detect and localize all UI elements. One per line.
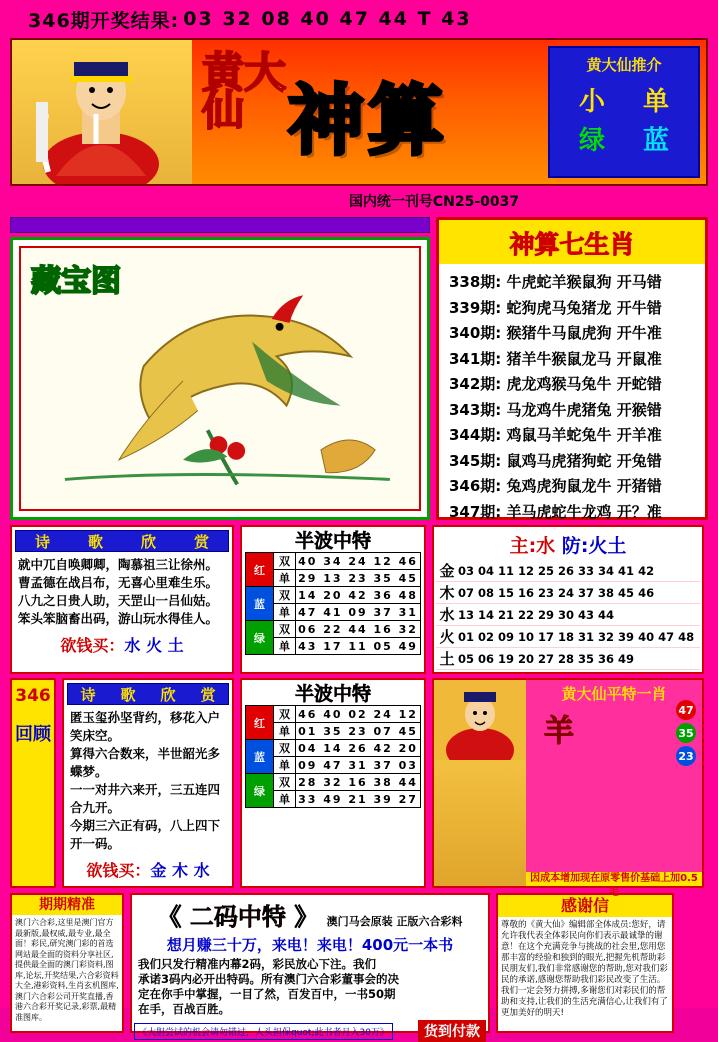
banner-title-left: 黄大仙 [202, 48, 287, 135]
recommend-cell: 单 [642, 87, 669, 117]
banner-title-area [192, 40, 542, 184]
element-numbers: 03 04 11 12 25 26 33 34 41 42 [458, 560, 700, 582]
half-wave-table-2 [245, 705, 421, 808]
review-issue-number: 346 [15, 686, 51, 706]
poem-line: 今期三六正有码，八上四下开一码。 [70, 818, 221, 851]
advert-line: 在手，百战百胜。 [138, 1002, 230, 1016]
row-tag: 蓝 [246, 740, 274, 774]
element-title-sub: 防:火土 [561, 535, 627, 557]
ping-te-title: 黄大仙平特一肖 [561, 685, 667, 703]
poem-line: 一一对井六来开，三五连四合九开。 [70, 782, 221, 815]
advert-line: 我们只发行精准内幕2码，彩民放心下注。我们 [138, 957, 376, 971]
advert-line: 承诺3码内必开出特码。所有澳门六合彩董事会的决 [138, 972, 399, 986]
table-row [246, 740, 421, 757]
row-tag: 红 [246, 553, 274, 587]
advert-panel [130, 893, 490, 1040]
poem-header-char: 欣 [140, 532, 156, 551]
list-item: 338期: 牛虎蛇羊猴鼠狗 开马错 [449, 273, 662, 291]
thanks-letter-body: 尊敬的《黄大仙》编辑部全体成员:您好，请允许我代表全体彩民向你们表示最诚挚的谢意！在这个充满竞争与挑战的社会里,您用您那丰富的经验和独到的眼光,把握先机帮助彩民朋友们,我们非常感谢您的帮助,您对我们彩民的承诺,感谢您帮助我们彩民改变了生活。我们一定会努力拼搏,多谢您们对彩民们的帮助和支持,让我们的生活充满信心,让我们有了更加美好的明天! [501, 920, 668, 1018]
bottom-section [10, 893, 708, 1040]
list-item: 343期: 马龙鸡牛虎猪兔 开猴错 [449, 400, 662, 419]
row-subtag: 双 [274, 740, 296, 757]
half-wave-title-2: 半波中特 [294, 683, 371, 705]
poem-footer-2 [67, 855, 229, 883]
accuracy-panel [10, 893, 124, 1033]
element-numbers: 07 08 15 16 23 24 37 38 45 46 [458, 582, 700, 604]
poem-line: 笨头笨脑畜出码，游山玩水得佳人。 [18, 611, 219, 626]
row-subtag: 双 [274, 774, 296, 791]
row-subtag: 双 [274, 706, 296, 723]
table-row [246, 774, 421, 791]
advert-line: 定在你手中掌握，一目了然，百发百中，一书50期 [138, 987, 396, 1001]
poem-line: 曹孟德在战吕布，无喜心里难生乐。 [18, 575, 219, 590]
list-item: 341期: 猪羊牛猴鼠龙马 开鼠准 [449, 349, 662, 368]
masthead-banner [10, 38, 708, 186]
element-numbers: 13 14 21 22 29 30 43 44 [458, 604, 700, 626]
recommend-cell: 小 [578, 87, 605, 117]
row-subtag: 单 [274, 791, 296, 808]
poem-footer-1 [15, 630, 229, 658]
poem-panel-2 [62, 678, 234, 888]
row-numbers: 43 17 11 05 49 [296, 638, 421, 655]
poem-header-char: 歌 [120, 685, 136, 704]
ping-deity-image [434, 680, 526, 886]
element-numbers: 01 02 09 10 17 18 31 32 39 40 47 48 [458, 626, 700, 648]
poem-footer-value: 金 木 水 [150, 861, 210, 880]
price-note: 因成本增加现在原零售价基础上加0.5毛 [526, 872, 702, 886]
deity-illustration [12, 40, 192, 184]
seven-zodiac-title: 神算七生肖 [439, 220, 705, 264]
recommend-cell: 绿 [578, 126, 605, 156]
deity-small-icon [434, 680, 526, 760]
row-numbers: 06 22 44 16 32 [296, 621, 421, 638]
element-label: 土 [436, 648, 458, 670]
row-tag: 蓝 [246, 587, 274, 621]
row-numbers: 01 35 23 07 45 [296, 723, 421, 740]
element-table [436, 560, 700, 670]
row-poem-one [10, 525, 708, 674]
deity-icon [26, 44, 176, 184]
half-wave-panel-2 [240, 678, 426, 888]
accuracy-title: 期期精准 [12, 895, 122, 915]
recommend-cell: 蓝 [642, 126, 669, 156]
number-ball: 47 [676, 700, 696, 720]
poem-footer-value: 水 火 土 [124, 636, 184, 655]
recommend-title: 黄大仙推介 [586, 56, 662, 74]
poem-line: 就中兀自唤卿卿，陶慕祖三让徐州。 [18, 557, 219, 572]
draw-result-line [0, 0, 718, 38]
half-wave-table-1 [245, 552, 421, 655]
row-tag: 绿 [246, 774, 274, 808]
poem-line: 八九之日贵人助，天罡山一吕仙姑。 [18, 593, 219, 608]
row-subtag: 双 [274, 553, 296, 570]
row-subtag: 单 [274, 723, 296, 740]
ping-te-zodiac: 羊 [544, 714, 574, 749]
list-item: 344期: 鸡鼠马羊蛇兔牛 开羊准 [449, 426, 662, 444]
poem-line: 算得六合数来，半世韶光多蝶梦。 [70, 746, 221, 779]
ping-te-panel [432, 678, 704, 898]
table-row [436, 648, 700, 670]
row-subtag: 双 [274, 621, 296, 638]
list-item: 342期: 虎龙鸡猴马兔牛 开蛇错 [449, 375, 662, 393]
accuracy-body: 澳门六合彩,这里是澳门官方最新版,最权威,最专业,最全面！彩民,研究澳门彩的首选网站最全面的资料分享社区,提供最全面的澳门彩资料,图库,论坛,开奖结果,六合彩资料大全,港彩资料,生肖玄机图库,澳门六合彩公司开奖直播,香港六合彩开奖记录,彩票,最精准图库。 [15, 918, 119, 1022]
row-tag: 红 [246, 706, 274, 740]
table-row [246, 621, 421, 638]
row-subtag: 单 [274, 638, 296, 655]
poem-header-char: 欣 [160, 685, 176, 704]
row-subtag: 单 [274, 570, 296, 587]
poem-header-char: 赏 [200, 685, 216, 704]
review-badge [10, 678, 56, 888]
list-item: 346期: 兔鸡虎狗鼠龙牛 开猪错 [449, 477, 662, 495]
table-row [246, 587, 421, 604]
draw-result-numbers: 03 32 08 40 47 44 T 43 [183, 8, 472, 30]
poem-header-char: 赏 [193, 532, 209, 551]
poem-header-2 [67, 683, 229, 705]
treasure-map-image [19, 246, 421, 511]
advert-footer-note: 《大胆尝试的机会请勿错过，人头担保quot;此书者月入30万》 [134, 1023, 393, 1040]
advert-cod-badge: 货到付款 [418, 1020, 486, 1042]
element-label: 金 [436, 560, 458, 582]
table-row [436, 604, 700, 626]
list-item: 340期: 猴猪牛马鼠虎狗 开牛准 [449, 324, 662, 342]
table-row [246, 553, 421, 570]
ping-te-balls [676, 700, 696, 769]
seven-zodiac-column [436, 217, 708, 520]
number-ball: 23 [676, 746, 696, 766]
poem-body-1 [15, 552, 229, 630]
element-numbers-panel [432, 525, 704, 674]
row-numbers: 47 41 09 37 31 [296, 604, 421, 621]
table-row [436, 560, 700, 582]
number-ball: 35 [676, 723, 696, 743]
poem-header-char: 诗 [80, 685, 96, 704]
treasure-map-panel [10, 237, 430, 520]
poem-footer-label: 欲钱买： [60, 636, 125, 655]
row-numbers: 14 20 42 36 48 [296, 587, 421, 604]
advert-title-main: 《 二码中特 》 [157, 902, 319, 931]
thanks-letter-title: 感谢信 [498, 895, 672, 917]
seven-zodiac-list [439, 264, 705, 525]
advert-title-small: 澳门马会原装 正版六合彩料 [326, 915, 463, 928]
element-numbers: 05 06 19 20 27 28 35 36 49 [458, 648, 700, 670]
thanks-letter-panel [496, 893, 674, 1033]
half-wave-title-1: 半波中特 [294, 530, 371, 552]
purple-divider [10, 217, 430, 233]
row-numbers: 09 47 31 37 03 [296, 757, 421, 774]
poem-header-1 [15, 530, 229, 552]
row-numbers: 33 49 21 39 27 [296, 791, 421, 808]
row-tag: 绿 [246, 621, 274, 655]
row-numbers: 29 13 23 35 45 [296, 570, 421, 587]
treasure-column [10, 217, 430, 520]
banner-title-main: 神算 [288, 76, 448, 165]
advert-footer [134, 1020, 486, 1042]
row-numbers: 28 32 16 38 44 [296, 774, 421, 791]
recommend-box [548, 46, 700, 178]
row-numbers: 04 14 26 42 20 [296, 740, 421, 757]
table-row [436, 582, 700, 604]
row-subtag: 双 [274, 587, 296, 604]
poem-line: 匿玉玺孙坚背约，移花入户笑床空。 [70, 710, 221, 743]
list-item: 339期: 蛇狗虎马兔猪龙 开牛错 [449, 298, 662, 317]
element-label: 水 [436, 604, 458, 626]
element-panel-title [436, 529, 700, 560]
poem-header-char: 诗 [34, 532, 50, 551]
draw-result-label: 346期开奖结果: [28, 9, 180, 32]
advert-subtitle: 想月赚三十万，来电！来电！400元一本书 [166, 936, 454, 954]
row-subtag: 单 [274, 757, 296, 774]
poem-footer-label: 欲钱买： [86, 861, 151, 880]
poem-body-2 [67, 705, 229, 855]
half-wave-panel-1 [240, 525, 426, 674]
poem-panel-1 [10, 525, 234, 674]
seven-zodiac-panel [436, 217, 708, 520]
list-item: 347期: 羊马虎蛇牛龙鸡 开？准 [449, 502, 662, 521]
element-label: 木 [436, 582, 458, 604]
element-title-main: 主:水 [509, 535, 556, 557]
advert-body [134, 957, 486, 1017]
middle-section [10, 217, 708, 520]
advert-title [134, 897, 486, 932]
issn-line: 国内统一刊号CN25-0037 [348, 194, 520, 210]
list-item: 345期: 鼠鸡马虎猪狗蛇 开兔错 [449, 451, 662, 470]
row-poem-two [10, 678, 708, 898]
table-row [246, 706, 421, 723]
table-row [436, 626, 700, 648]
row-numbers: 46 40 02 24 12 [296, 706, 421, 723]
recommend-grid [565, 81, 683, 157]
element-label: 火 [436, 626, 458, 648]
treasure-map-title: 藏宝图 [31, 264, 121, 299]
row-subtag: 单 [274, 604, 296, 621]
ping-right-area [526, 680, 702, 898]
review-label: 回顾 [15, 724, 51, 745]
row-numbers: 40 34 24 12 46 [296, 553, 421, 570]
poem-header-char: 歌 [87, 532, 103, 551]
